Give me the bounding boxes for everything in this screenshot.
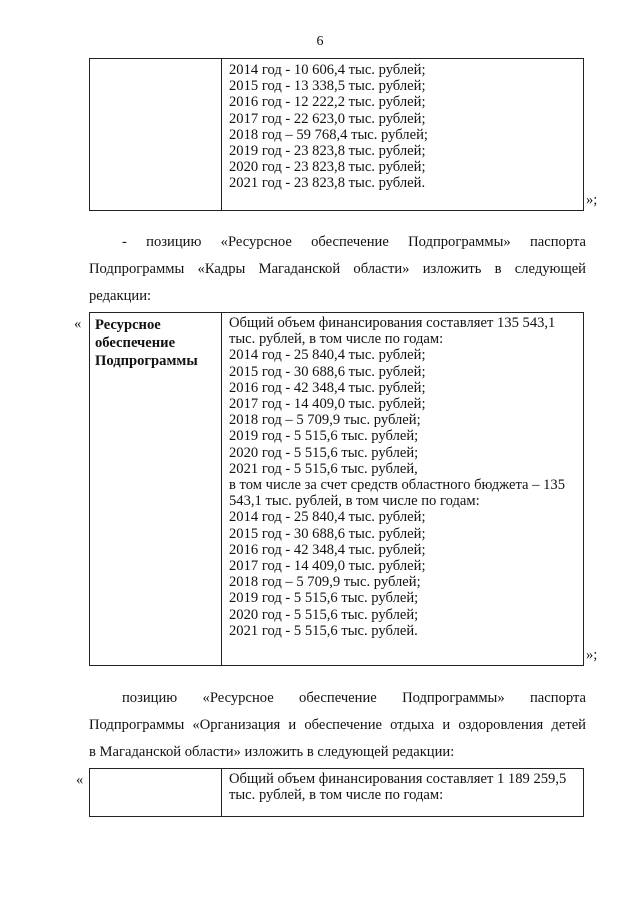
opening-quote: « — [74, 316, 82, 332]
table-line: 543,1 тыс. рублей, в том числе по годам: — [229, 493, 480, 510]
table-label-cell — [90, 769, 222, 816]
table-line: 2015 год - 30 688,6 тыс. рублей; — [229, 363, 426, 380]
table-line: 2021 год - 5 515,6 тыс. рублей, — [229, 460, 418, 477]
table-line: тыс. рублей, в том числе по годам: — [229, 787, 444, 804]
table-value-cell — [222, 59, 434, 210]
paragraph-otdykh — [89, 685, 586, 766]
paragraph-line: позицию «Ресурсное обеспечение Подпрограммы» паспорта — [122, 690, 586, 706]
paragraph-line: - позицию «Ресурсное обеспечение Подпрограммы» паспорта — [122, 234, 586, 250]
table-line: 2017 год - 14 409,0 тыс. рублей; — [229, 396, 426, 413]
table-line: 2016 год - 42 348,4 тыс. рублей; — [229, 541, 426, 558]
table-value-cell — [222, 313, 571, 665]
funding-table-continuation — [89, 58, 584, 211]
paragraph-line: Подпрограммы «Организация и обеспечение отдыха и оздоровления детей — [89, 717, 586, 733]
table-line: 2021 год - 5 515,6 тыс. рублей. — [229, 622, 418, 639]
table-line: 2017 год - 22 623,0 тыс. рублей; — [229, 110, 426, 127]
table-line: 2018 год – 5 709,9 тыс. рублей; — [229, 574, 421, 591]
paragraph-line: в Магаданской области» изложить в следующей редакции: — [89, 744, 455, 760]
funding-table-kadry — [89, 312, 584, 666]
table-line: Общий объем финансирования составляет 135 543,1 — [229, 315, 556, 331]
table-line: 2015 год - 13 338,5 тыс. рублей; — [229, 78, 426, 95]
label-line: обеспечение — [95, 335, 176, 351]
table-value-cell — [222, 769, 572, 816]
table-line: 2014 год - 10 606,4 тыс. рублей; — [229, 62, 426, 78]
table-line: 2020 год - 5 515,6 тыс. рублей; — [229, 606, 419, 623]
table-line: 2019 год - 23 823,8 тыс. рублей; — [229, 143, 426, 160]
table-label-cell — [90, 59, 222, 210]
page-number: 6 — [316, 34, 324, 49]
table-line: Общий объем финансирования составляет 1 189 259,5 — [229, 771, 567, 787]
table-line: 2018 год – 5 709,9 тыс. рублей; — [229, 412, 421, 429]
table-line: тыс. рублей, в том числе по годам: — [229, 331, 444, 348]
closing-quote: »; — [586, 192, 598, 208]
table-line: 2019 год - 5 515,6 тыс. рублей; — [229, 428, 419, 445]
table-label-cell — [90, 313, 222, 665]
table-line: 2014 год - 25 840,4 тыс. рублей; — [229, 509, 426, 526]
label-line: Ресурсное — [95, 317, 161, 333]
table-line: 2020 год - 23 823,8 тыс. рублей; — [229, 159, 426, 176]
table-line: 2016 год - 12 222,2 тыс. рублей; — [229, 94, 426, 111]
paragraph-kadry — [89, 229, 586, 310]
table-line: 2016 год - 42 348,4 тыс. рублей; — [229, 379, 426, 396]
table-line: 2018 год – 59 768,4 тыс. рублей; — [229, 126, 428, 143]
label-line: Подпрограммы — [95, 353, 198, 369]
table-line: 2019 год - 5 515,6 тыс. рублей; — [229, 590, 419, 607]
paragraph-line: редакции: — [89, 288, 152, 304]
table-line: 2014 год - 25 840,4 тыс. рублей; — [229, 347, 426, 364]
table-line: в том числе за счет средств областного бюджета – 135 — [229, 477, 566, 494]
opening-quote: « — [76, 772, 84, 788]
table-line: 2020 год - 5 515,6 тыс. рублей; — [229, 444, 419, 461]
paragraph-line: Подпрограммы «Кадры Магаданской области» изложить в следующей — [89, 261, 586, 277]
closing-quote: »; — [586, 647, 598, 663]
table-line: 2017 год - 14 409,0 тыс. рублей; — [229, 558, 426, 575]
funding-table-otdykh — [89, 768, 584, 817]
table-line: 2021 год - 23 823,8 тыс. рублей. — [229, 175, 426, 192]
table-line: 2015 год - 30 688,6 тыс. рублей; — [229, 525, 426, 542]
